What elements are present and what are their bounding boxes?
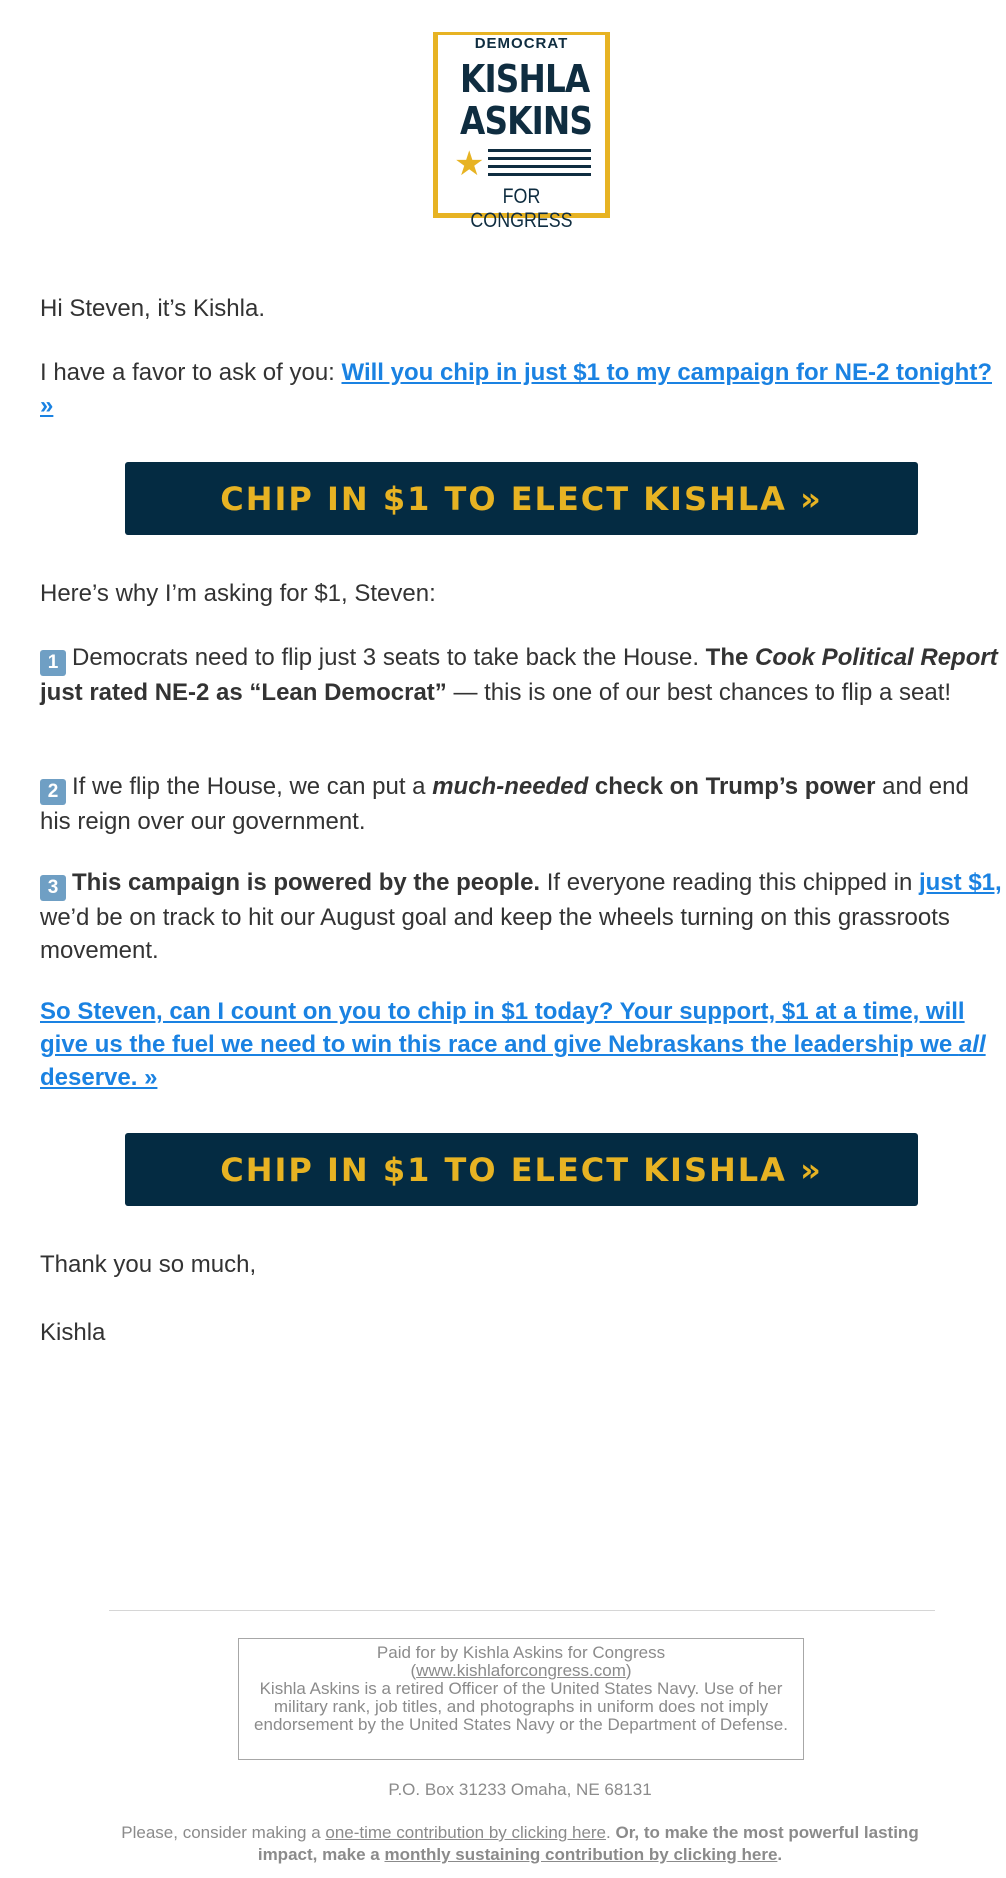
one-time-contribution-link[interactable]: one-time contribution by clicking here <box>325 1823 607 1842</box>
chip-in-button[interactable]: CHIP IN $1 TO ELECT KISHLA » <box>125 462 918 535</box>
point-3-text-b: we’d be on track to hit our August goal and keep the wheels turning on this grassroots movement. <box>40 904 950 964</box>
keycap-2-icon: 2 <box>40 779 66 805</box>
closing-link-part-a: So Steven, can I count on you to chip in $1 today? Your support, $1 at a time, will give us the fuel we need to win this race and give Nebraskans the leadership we <box>40 998 965 1058</box>
disclaimer-box <box>238 1638 804 1760</box>
greeting: Hi Steven, it’s Kishla. <box>40 295 265 322</box>
just-one-dollar-link[interactable]: just $1, <box>919 869 1002 896</box>
mailing-address: P.O. Box 31233 Omaha, NE 68131 <box>388 1780 652 1799</box>
logo-party-label: DEMOCRAT <box>438 35 605 52</box>
why-intro: Here’s why I’m asking for $1, Steven: <box>40 580 436 607</box>
point-3-text-a: If everyone reading this chipped in <box>540 869 919 896</box>
stripes-icon <box>488 149 591 181</box>
chip-in-button-2[interactable]: CHIP IN $1 TO ELECT KISHLA » <box>125 1133 918 1206</box>
closing-paragraph <box>40 995 1006 1094</box>
footer-end: . <box>777 1845 783 1864</box>
campaign-logo <box>433 32 610 232</box>
footer-divider <box>109 1610 935 1611</box>
point-1-bold-b: just rated NE-2 as “Lean Democrat” <box>40 679 447 706</box>
closing-link[interactable] <box>40 998 986 1091</box>
point-2-text-b: and end his reign over our government. <box>40 773 969 835</box>
website-link[interactable]: www.kishlaforcongress.com <box>416 1661 626 1680</box>
point-3 <box>40 866 1006 967</box>
disclaimer-text: Kishla Askins is a retired Officer of the United States Navy. Use of her military rank, job titles, and photographs in uniform does not imply endorsement by the United States Navy or the Department of Defense. <box>254 1679 788 1734</box>
monthly-contribution-link[interactable]: monthly sustaining contribution by clicking here <box>384 1845 778 1864</box>
logo-name-last: ASKINS <box>460 99 593 143</box>
website-line: (www.kishlaforcongress.com) <box>410 1661 632 1680</box>
point-1 <box>40 641 1006 709</box>
ask-prefix: I have a favor to ask of you: <box>40 359 342 386</box>
ask-link[interactable]: Will you chip in just $1 to my campaign for NE-2 tonight? » <box>40 359 992 419</box>
point-2 <box>40 770 1006 838</box>
keycap-1-icon: 1 <box>40 650 66 676</box>
star-icon: ★ <box>454 145 485 183</box>
footer-mid: . <box>606 1823 616 1842</box>
logo-office-label: FOR CONGRESS <box>470 185 573 232</box>
logo-name-first: KISHLA <box>460 57 590 101</box>
point-1-bold-italic: Cook Political Report <box>755 644 998 671</box>
footer-text <box>120 1822 920 1866</box>
point-1-text-b: — this is one of our best chances to flip a seat! <box>446 679 952 706</box>
keycap-3-icon: 3 <box>40 875 66 901</box>
point-2-bold: check on Trump’s power <box>588 773 876 800</box>
paid-for-text: Paid for by Kishla Askins for Congress <box>376 1643 666 1662</box>
point-2-text-a: If we flip the House, we can put a <box>72 773 433 800</box>
footer-prefix: Please, consider making a <box>121 1823 326 1842</box>
signature: Kishla <box>40 1319 106 1346</box>
point-1-bold-a: The <box>705 644 756 671</box>
closing-link-part-b: deserve. » <box>40 1064 158 1091</box>
signoff: Thank you so much, <box>40 1251 257 1278</box>
closing-link-italic: all <box>958 1031 986 1058</box>
point-1-text-a: Democrats need to flip just 3 seats to take back the House. <box>72 644 706 671</box>
ask-paragraph <box>40 356 1006 422</box>
point-2-bold-italic: much-needed <box>432 773 589 800</box>
point-3-bold: This campaign is powered by the people. <box>72 869 541 896</box>
footer-bold: Or, to make the most powerful lasting impact, make a <box>257 1823 919 1864</box>
